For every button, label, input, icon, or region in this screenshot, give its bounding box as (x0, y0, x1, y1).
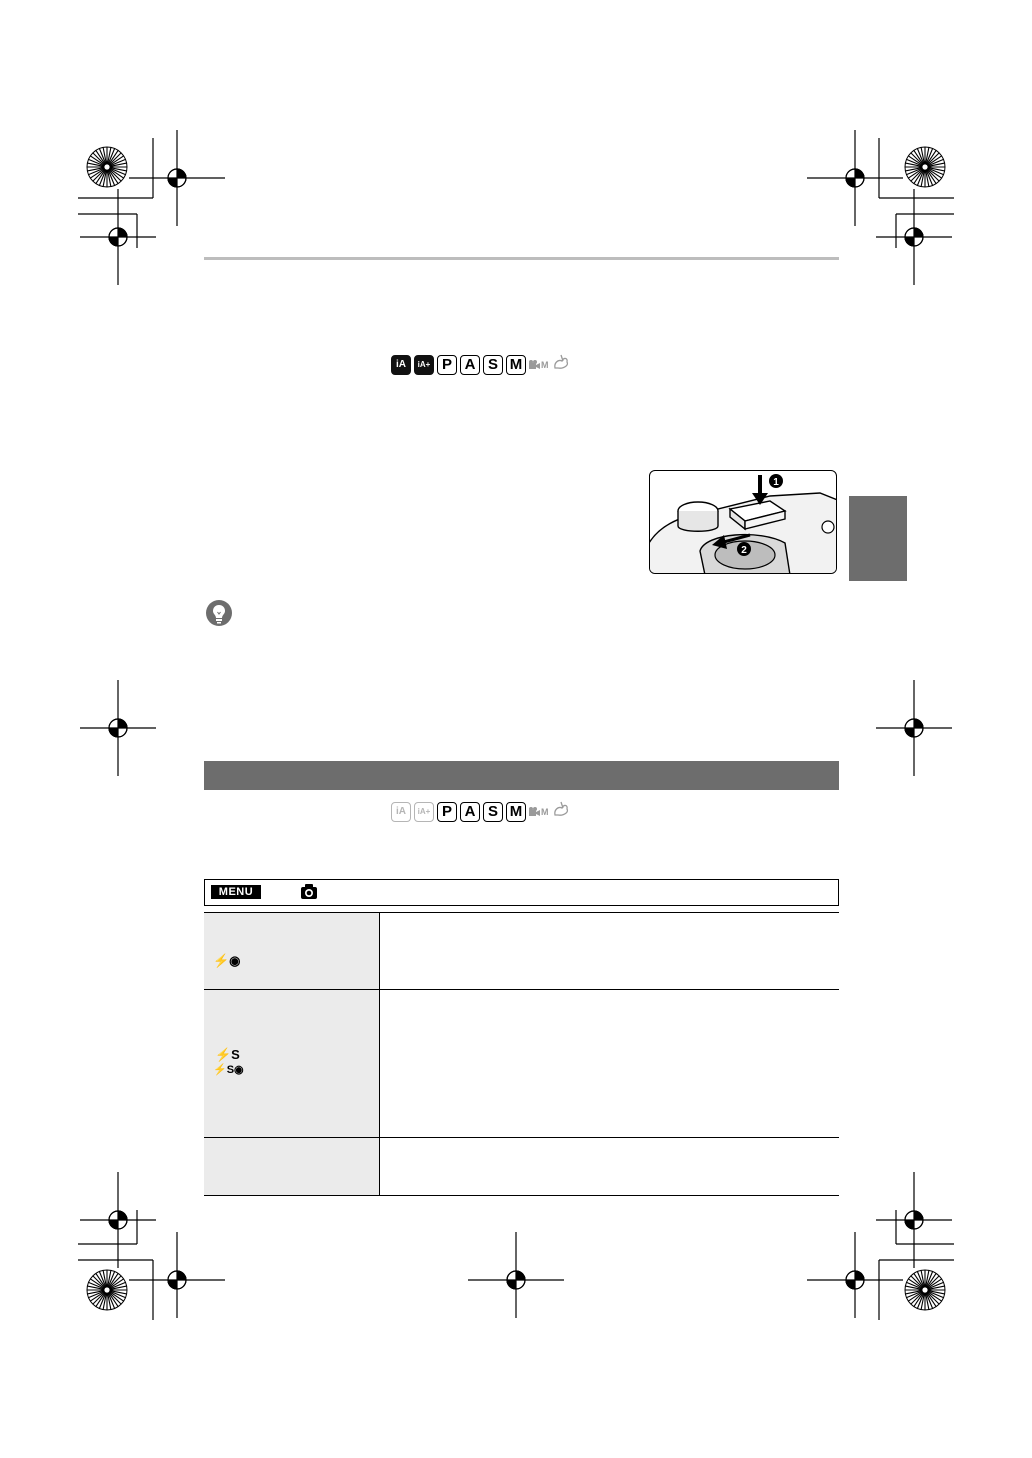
mode-ia-plus-icon: iA+ (414, 802, 434, 822)
flash-slow-sync-red-eye-icon: ⚡S◉ (213, 1064, 244, 1076)
table-row (204, 990, 839, 1138)
mode-ia-plus-icon: iA+ (414, 355, 434, 375)
table-row-label-cell (204, 990, 380, 1138)
table-row (204, 913, 839, 990)
mode-icons-bottom (391, 800, 570, 823)
section-header-bar (204, 761, 839, 790)
mode-p-icon: P (437, 802, 457, 822)
creative-control-icon (552, 800, 570, 823)
tip-lightbulb-icon (205, 599, 233, 627)
table-row-label-cell (204, 1138, 380, 1196)
flash-mode-table (204, 912, 839, 1196)
camera-icon (301, 884, 317, 899)
mode-m-icon: M (506, 802, 526, 822)
header-rule (204, 257, 839, 260)
mode-icons-top (391, 353, 570, 376)
chapter-side-tab (849, 496, 907, 581)
table-row-label-cell (204, 913, 380, 990)
movie-mode-icon: M (529, 360, 549, 370)
mode-ia-icon: iA (391, 802, 411, 822)
mode-a-icon: A (460, 355, 480, 375)
creative-control-icon (552, 353, 570, 376)
table-row (204, 1138, 839, 1196)
menu-badge: MENU (211, 885, 261, 899)
hot-shoe-cover-illustration (649, 470, 837, 574)
mode-p-icon: P (437, 355, 457, 375)
mode-m-icon: M (506, 355, 526, 375)
mode-s-icon: S (483, 355, 503, 375)
movie-mode-icon: M (529, 807, 549, 817)
step-2-label: 2 (741, 545, 747, 556)
step-1-label: 1 (773, 477, 779, 488)
table-row-desc-cell (380, 990, 840, 1138)
flash-red-eye-icon: ⚡◉ (213, 953, 241, 968)
mode-ia-icon: iA (391, 355, 411, 375)
table-row-desc-cell (380, 913, 840, 990)
flash-slow-sync-icon: ⚡S (215, 1047, 240, 1062)
menu-path-box (204, 879, 839, 906)
mode-s-icon: S (483, 802, 503, 822)
mode-a-icon: A (460, 802, 480, 822)
table-row-desc-cell (380, 1138, 840, 1196)
